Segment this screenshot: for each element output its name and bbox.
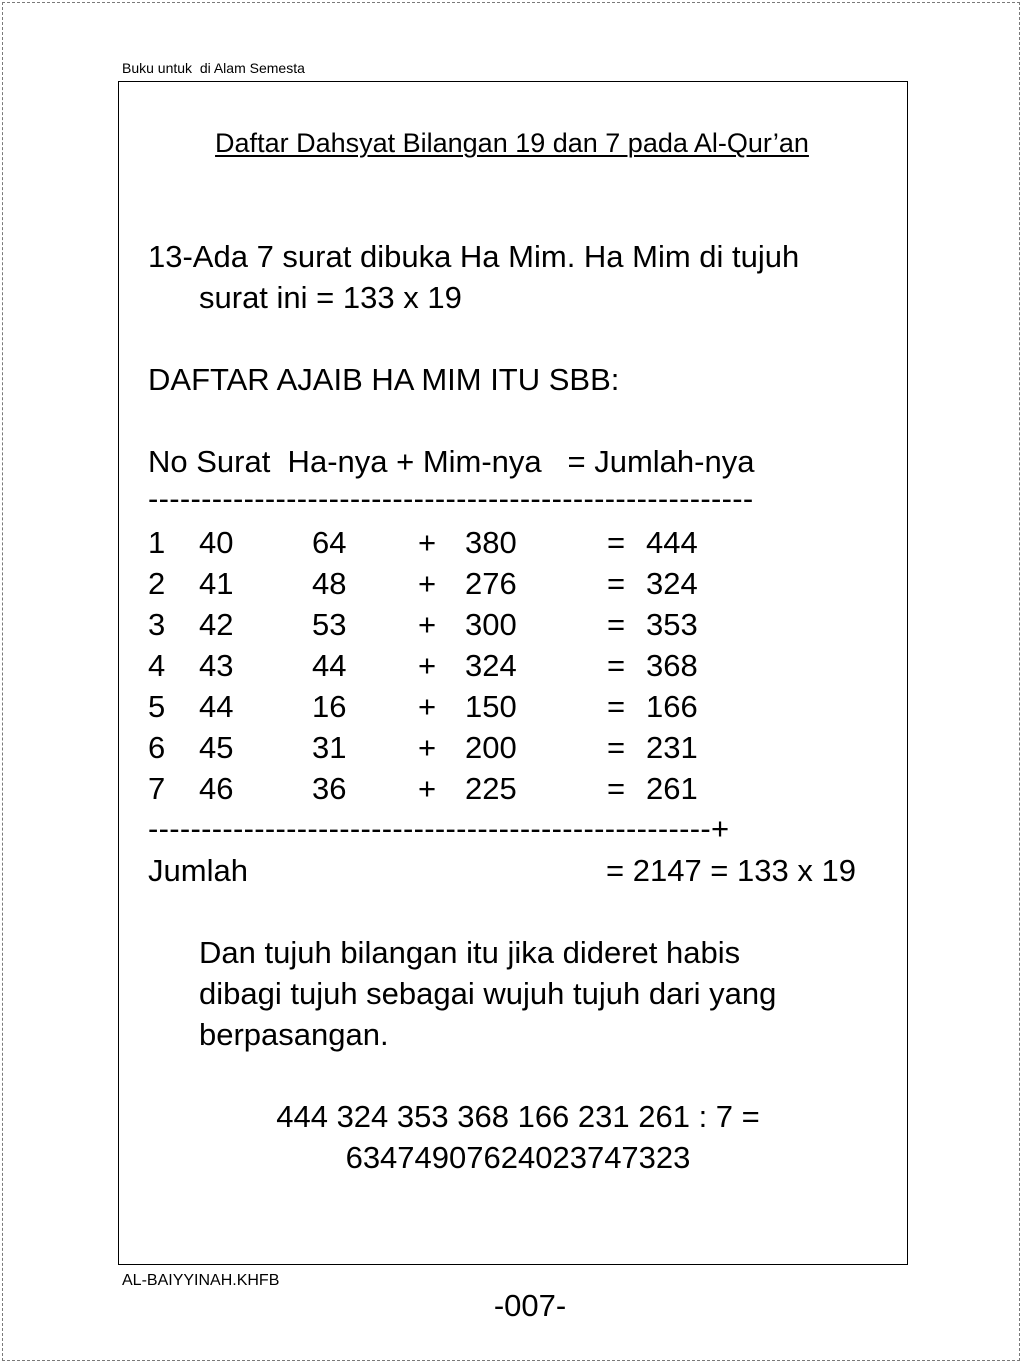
equals-sign: = — [607, 525, 626, 560]
plus-sign: + — [418, 771, 437, 806]
table-rule-top: --------------------------------------------------------- — [148, 481, 754, 516]
plus-sign: + — [418, 730, 437, 765]
page-title: Daftar Dahsyat Bilangan 19 dan 7 pada Al-Qur’an — [215, 128, 809, 158]
paragraph-line: berpasangan. — [199, 1017, 389, 1052]
row-number: 6 — [148, 730, 166, 765]
equals-sign: = — [607, 648, 626, 683]
surat-number: 40 — [199, 525, 234, 560]
calculation-line: 444 324 353 368 166 231 261 : 7 = — [276, 1099, 760, 1134]
equals-sign: = — [607, 566, 626, 601]
table-rule-bottom: -----------------------------------------------------+ — [148, 811, 730, 846]
table-row — [148, 686, 848, 727]
ha-count: 48 — [312, 566, 347, 601]
mim-count: 380 — [465, 525, 517, 560]
mim-count: 300 — [465, 607, 517, 642]
ha-count: 16 — [312, 689, 347, 724]
row-total: 353 — [646, 607, 698, 642]
intro-line: 13-Ada 7 surat dibuka Ha Mim. Ha Mim di tujuh — [148, 239, 800, 274]
equals-sign: = — [607, 607, 626, 642]
plus-sign: + — [418, 607, 437, 642]
table-row — [148, 645, 848, 686]
plus-sign: + — [418, 689, 437, 724]
row-total: 166 — [646, 689, 698, 724]
surat-number: 41 — [199, 566, 234, 601]
running-header: Buku untuk di Alam Semesta — [122, 60, 305, 76]
row-number: 2 — [148, 566, 166, 601]
equals-sign: = — [607, 771, 626, 806]
ha-mim-table — [148, 522, 848, 809]
surat-number: 43 — [199, 648, 234, 683]
mim-count: 324 — [465, 648, 517, 683]
surat-number: 42 — [199, 607, 234, 642]
row-number: 5 — [148, 689, 166, 724]
row-total: 444 — [646, 525, 698, 560]
ha-count: 53 — [312, 607, 347, 642]
row-number: 4 — [148, 648, 166, 683]
row-total: 231 — [646, 730, 698, 765]
table-row — [148, 768, 848, 809]
table-row — [148, 563, 848, 604]
mim-count: 150 — [465, 689, 517, 724]
ha-count: 31 — [312, 730, 347, 765]
row-number: 7 — [148, 771, 166, 806]
row-number: 3 — [148, 607, 166, 642]
row-number: 1 — [148, 525, 166, 560]
plus-sign: + — [418, 566, 437, 601]
ha-count: 64 — [312, 525, 347, 560]
plus-sign: + — [418, 525, 437, 560]
publisher-footer: AL-BAIYYINAH.KHFB — [122, 1272, 280, 1289]
intro-line: surat ini = 133 x 19 — [199, 280, 462, 315]
plus-sign: + — [418, 648, 437, 683]
row-total: 324 — [646, 566, 698, 601]
mim-count: 276 — [465, 566, 517, 601]
equals-sign: = — [607, 730, 626, 765]
calculation-result: 63474907624023747323 — [345, 1140, 691, 1175]
page-number: -007- — [493, 1288, 567, 1323]
paragraph-line: Dan tujuh bilangan itu jika dideret habis — [199, 935, 741, 970]
table-row — [148, 604, 848, 645]
table-row — [148, 522, 848, 563]
surat-number: 45 — [199, 730, 234, 765]
row-total: 368 — [646, 648, 698, 683]
list-heading: DAFTAR AJAIB HA MIM ITU SBB: — [148, 362, 620, 397]
row-total: 261 — [646, 771, 698, 806]
ha-count: 44 — [312, 648, 347, 683]
surat-number: 44 — [199, 689, 234, 724]
table-header: No Surat Ha-nya + Mim-nya = Jumlah-nya — [148, 444, 755, 479]
mim-count: 225 — [465, 771, 517, 806]
table-row — [148, 727, 848, 768]
paragraph-line: dibagi tujuh sebagai wujuh tujuh dari yang — [199, 976, 777, 1011]
equals-sign: = — [607, 689, 626, 724]
ha-count: 36 — [312, 771, 347, 806]
surat-number: 46 — [199, 771, 234, 806]
mim-count: 200 — [465, 730, 517, 765]
total-value: = 2147 = 133 x 19 — [606, 853, 856, 888]
total-label: Jumlah — [148, 853, 248, 888]
